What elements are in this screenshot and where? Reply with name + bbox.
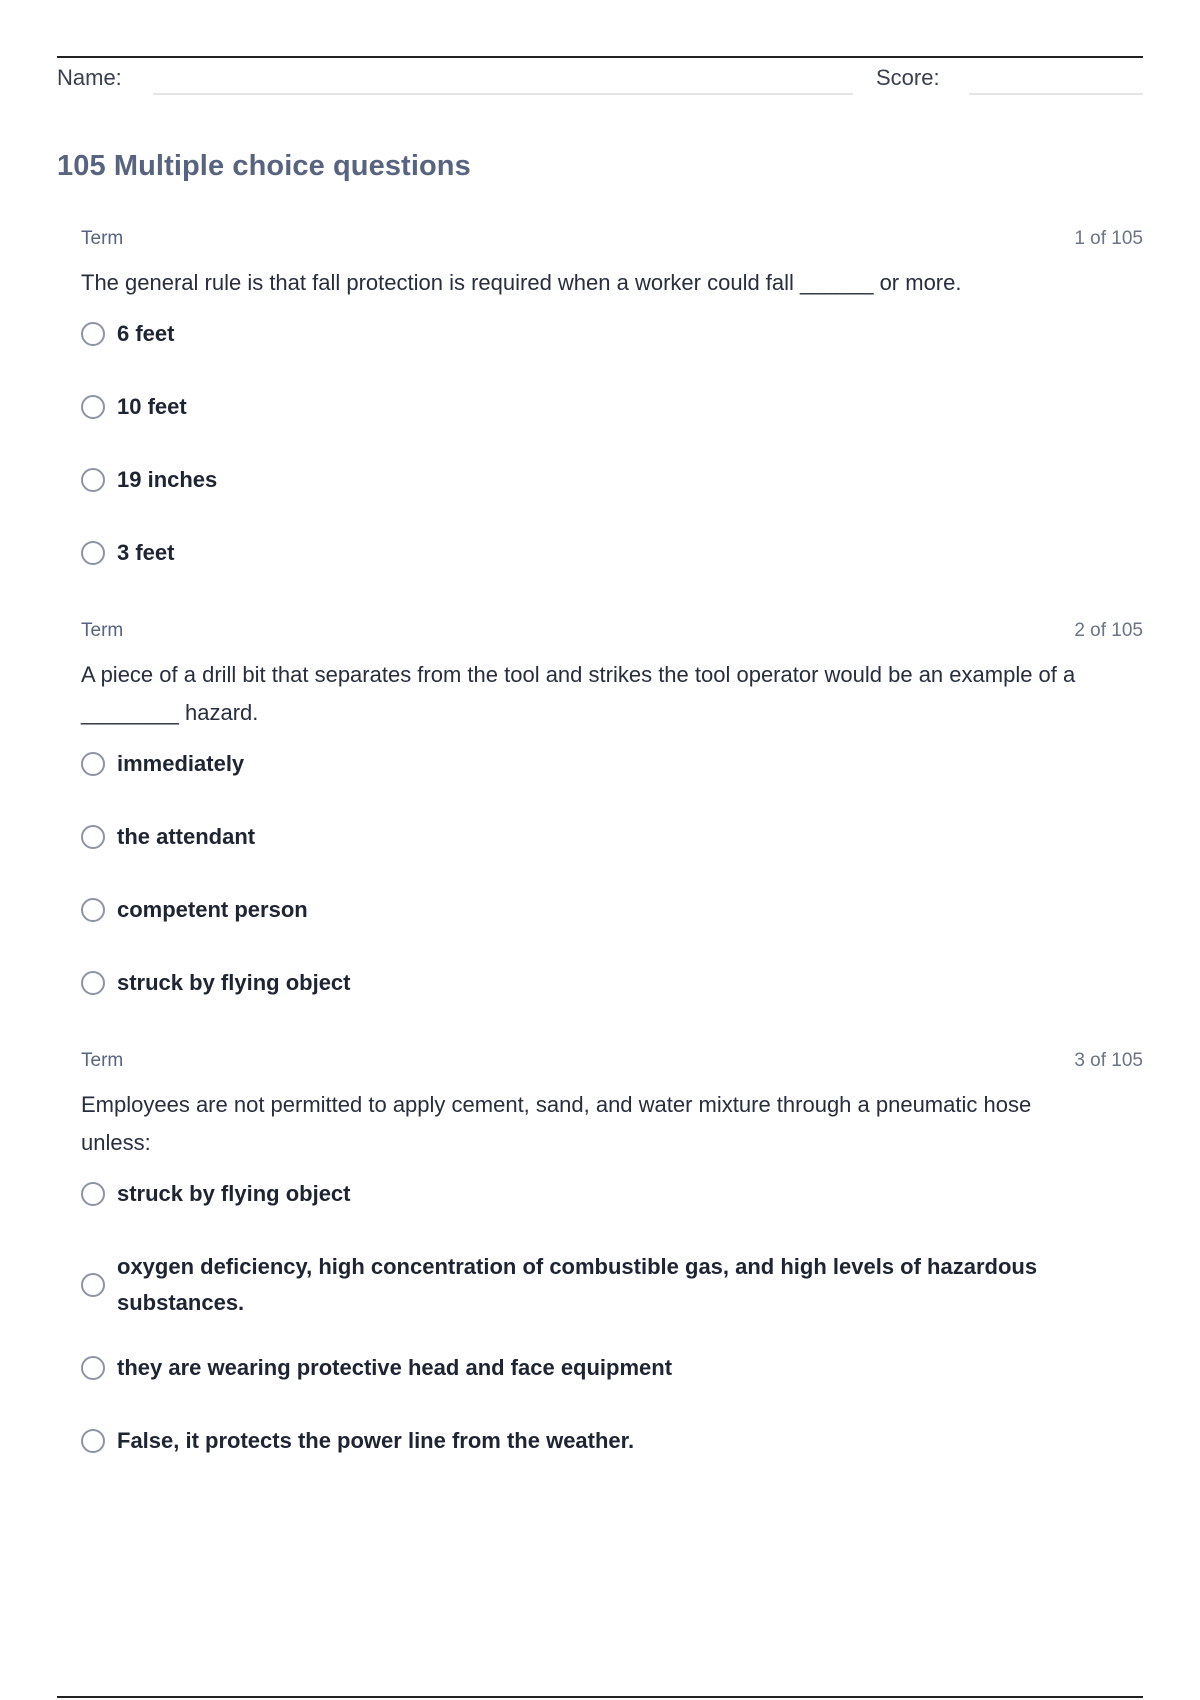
question-card	[81, 620, 1143, 1038]
answer-label: 19 inches	[117, 467, 218, 492]
question-header	[81, 1050, 1143, 1074]
score-input-line[interactable]	[969, 93, 1143, 95]
answer-options	[81, 316, 1143, 571]
radio-button[interactable]	[81, 395, 105, 419]
answer-label: they are wearing protective head and face equipment	[117, 1355, 673, 1380]
question-text: A piece of a drill bit that separates from the tool and strikes the tool operator would be an example of a ________ hazard.	[81, 662, 1076, 725]
radio-button[interactable]	[81, 971, 105, 995]
radio-button[interactable]	[81, 468, 105, 492]
answer-options	[81, 746, 1143, 1001]
term-label: Term	[81, 620, 124, 641]
question-counter: 2 of 105	[1074, 620, 1143, 641]
answer-option[interactable]	[81, 892, 1143, 928]
question-card	[81, 228, 1143, 608]
answer-label: struck by flying object	[117, 970, 351, 995]
answer-label: 6 feet	[117, 321, 175, 346]
answer-label: competent person	[117, 897, 308, 922]
answer-label: struck by flying object	[117, 1181, 351, 1206]
answer-option[interactable]	[81, 316, 1143, 352]
question-header	[81, 228, 1143, 252]
answer-option[interactable]	[81, 462, 1143, 498]
worksheet-header	[57, 62, 1143, 98]
answer-option[interactable]	[81, 389, 1143, 425]
score-label: Score:	[876, 65, 940, 90]
question-text: The general rule is that fall protection is required when a worker could fall ______ or more.	[81, 270, 962, 295]
answer-label: 3 feet	[117, 540, 175, 565]
radio-button[interactable]	[81, 322, 105, 346]
question-counter: 1 of 105	[1074, 228, 1143, 249]
answer-option[interactable]	[81, 746, 1143, 782]
answer-option[interactable]	[81, 535, 1143, 571]
answer-label: immediately	[117, 751, 245, 776]
answer-label: the attendant	[117, 824, 256, 849]
answer-label: 10 feet	[117, 394, 187, 419]
question-header	[81, 620, 1143, 644]
name-input-line[interactable]	[153, 93, 853, 95]
radio-button[interactable]	[81, 752, 105, 776]
term-label: Term	[81, 1050, 124, 1071]
section-title: 105 Multiple choice questions	[57, 150, 471, 182]
radio-button[interactable]	[81, 825, 105, 849]
answer-option[interactable]	[81, 819, 1143, 855]
radio-button[interactable]	[81, 1182, 105, 1206]
radio-button[interactable]	[81, 1356, 105, 1380]
bottom-rule	[57, 1696, 1143, 1698]
name-label: Name:	[57, 65, 122, 90]
answer-option[interactable]	[81, 1423, 1143, 1459]
radio-button[interactable]	[81, 1273, 105, 1297]
answer-options	[81, 1176, 1143, 1459]
answer-option[interactable]	[81, 1176, 1143, 1212]
answer-label: oxygen deficiency, high concentration of combustible gas, and high levels of hazardous substances.	[117, 1254, 1038, 1315]
question-card	[81, 1050, 1143, 1496]
radio-button[interactable]	[81, 898, 105, 922]
answer-option[interactable]	[81, 1350, 1143, 1386]
answer-label: False, it protects the power line from the weather.	[117, 1428, 635, 1453]
radio-button[interactable]	[81, 541, 105, 565]
question-text: Employees are not permitted to apply cement, sand, and water mixture through a pneumatic hose unless:	[81, 1092, 1032, 1155]
answer-option[interactable]	[81, 1249, 1143, 1321]
answer-option[interactable]	[81, 965, 1143, 1001]
question-counter: 3 of 105	[1074, 1050, 1143, 1071]
top-rule	[57, 56, 1143, 58]
term-label: Term	[81, 228, 124, 249]
radio-button[interactable]	[81, 1429, 105, 1453]
